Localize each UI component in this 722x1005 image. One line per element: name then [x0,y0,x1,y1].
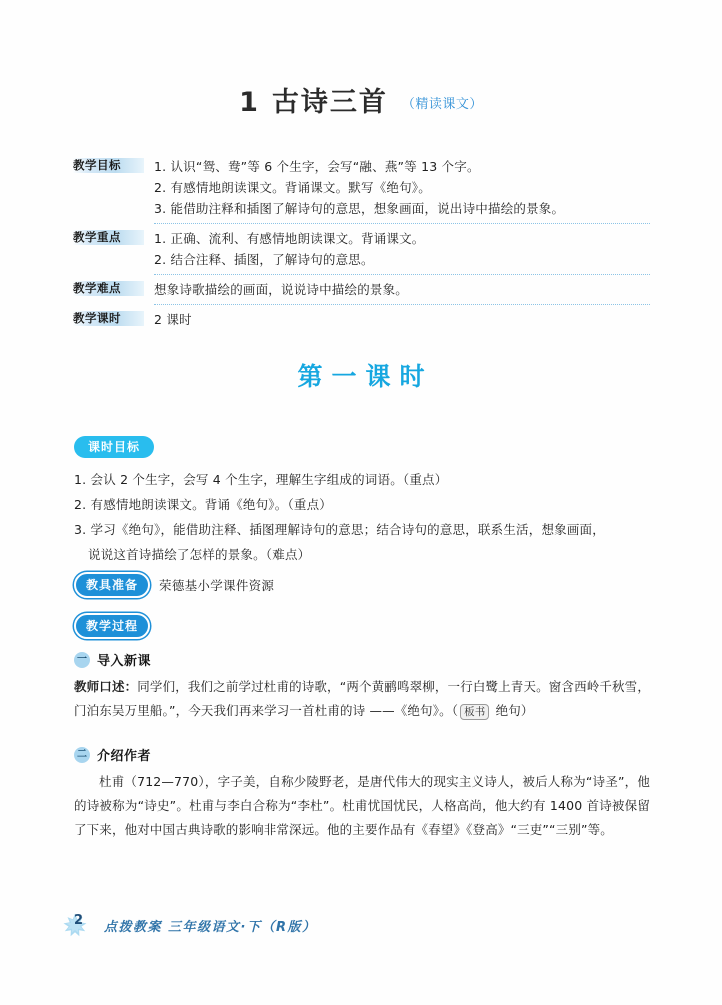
page-footer [62,912,316,938]
spec-row-difficulty [72,279,650,300]
spec-row-periods [72,309,650,330]
section-number-icon: 二 [74,747,90,763]
list-item [74,492,650,517]
spec-line: 1. 正确、流利、有感情地朗读课文。背诵课文。 [154,231,425,246]
badge-teaching-aids: 教具准备 [74,572,150,598]
objective-text: 2. 有感情地朗读课文。背诵《绝句》。（重点） [74,497,333,512]
lesson-objectives-list [74,467,650,567]
spec-label-difficulty: 教学难点 [72,281,144,296]
divider [154,223,650,224]
spec-body-difficulty [144,279,650,300]
section-header [74,650,650,669]
lesson-period-heading: 第一课时 [297,362,434,391]
objective-text-continued: 说说这首诗描绘了怎样的景象。（难点） [88,547,311,562]
spec-label-objectives: 教学目标 [72,158,144,173]
section-header [74,745,650,764]
spec-line: 2 课时 [154,312,192,327]
section-paragraph: 杜甫（712—770），字子美，自称少陵野老，是唐代伟大的现实主义诗人，被后人称为“诗圣”，他的诗被称为“诗史”。杜甫与李白合称为“李杜”。杜甫忧国忧民，人格高尚，他大约有 1400 首诗被保留了下来，他对中国古典诗歌的影响非常深远。他的主要作品有《春望》《登高》“三吏”“三别”等。 [74,774,650,837]
spec-line: 想象诗歌描绘的画面，说说诗中描绘的景象。 [154,282,409,297]
section-introduce-author [74,745,650,842]
section-paragraph [74,675,650,723]
title-text: 古诗三首 [271,87,388,118]
teaching-spec-table [72,156,650,330]
section-title: 导入新课 [97,654,152,669]
title-number: 1 [239,87,258,118]
badge-teaching-process: 教学过程 [74,613,150,639]
footer-title: 点拨教案 三年级语文·下（R版） [104,919,317,935]
page-title [0,80,722,119]
spec-label-focus: 教学重点 [72,230,144,245]
speaker-label: 教师口述： [74,679,138,694]
spec-row-objectives [72,156,650,219]
list-item [74,467,650,492]
spec-body-focus [144,228,650,270]
section-introduce-lesson [74,650,650,723]
badge-lesson-objectives: 课时目标 [74,436,154,458]
spec-body-periods [144,309,650,330]
spec-line: 2. 有感情地朗读课文。背诵课文。默写《绝句》。 [154,180,431,195]
divider [154,274,650,275]
teaching-aids-text: 荣德基小学课件资源 [159,578,275,593]
list-item [74,517,650,567]
teaching-aids-block [74,572,274,598]
spec-line: 2. 结合注释、插图，了解诗句的意思。 [154,252,374,267]
spec-body-objectives [144,156,650,219]
lesson-objectives-block [74,436,650,567]
teaching-process-block [74,613,150,639]
board-write-tag: 板书 [460,704,489,720]
section-body-text: 同学们，我们之前学过杜甫的诗歌，“两个黄鹂鸣翠柳，一行白鹭上青天。窗含西岭千秋雪，门泊东吴万里船。”，今天我们再来学习一首杜甫的诗 ——《绝句》。（ [74,679,650,718]
divider [154,304,650,305]
page-number: 2 [74,913,84,928]
spec-row-focus [72,228,650,270]
spec-line: 1. 认识“鸳、鸯”等 6 个生字，会写“融、燕”等 13 个字。 [154,159,480,174]
section-number-icon: 一 [74,652,90,668]
title-category-tag: （精读课文） [401,97,483,112]
board-write-value: 绝句） [491,703,534,718]
objective-text: 1. 会认 2 个生字，会写 4 个生字，理解生字组成的词语。（重点） [74,472,448,487]
objective-text: 3. 学习《绝句》，能借助注释、插图理解诗句的意思；结合诗句的意思，联系生活，想象画面， [74,522,605,537]
maple-leaf-icon [62,912,88,938]
spec-line: 3. 能借助注释和插图了解诗句的意思，想象画面，说出诗中描绘的景象。 [154,201,565,216]
section-title: 介绍作者 [97,749,152,764]
spec-label-periods: 教学课时 [72,311,144,326]
